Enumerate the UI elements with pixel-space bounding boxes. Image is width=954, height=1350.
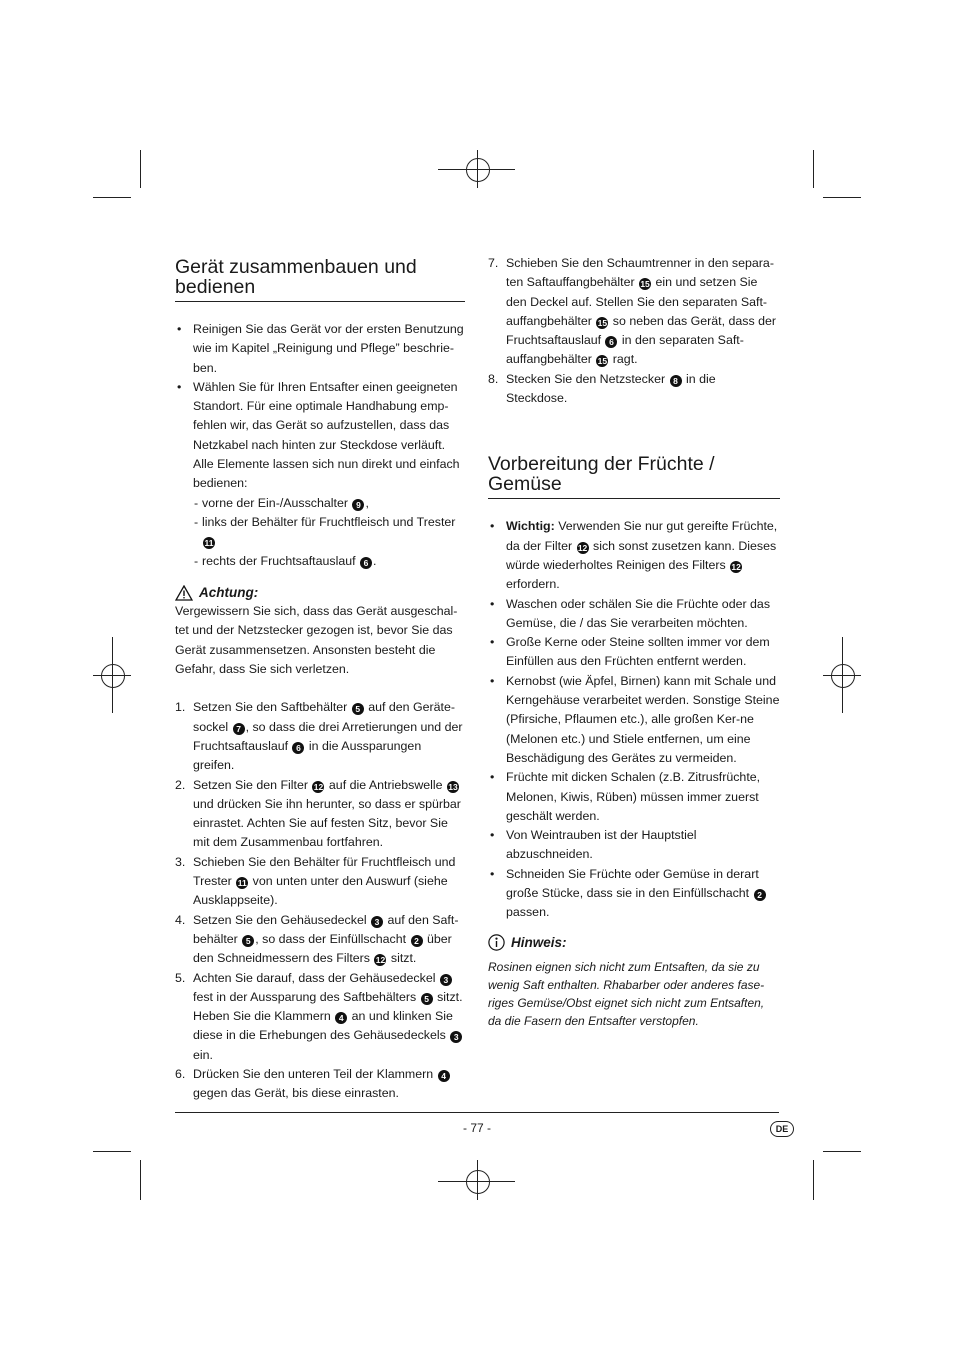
step-item: 6. Drücken Sie den unteren Teil der Klammern 4 gegen das Gerät, bis diese einrasten. — [175, 1065, 465, 1104]
part-number-badge: 15 — [640, 279, 650, 290]
bullet-item: • Kernobst (wie Äpfel, Birnen) kann mit Schale und Kerngehäuse verarbeitet werden. Sonstige Steine (Pfirsiche, Pflaumen etc.), alle großen Ker-ne (Melonen etc.) und Stiele entfernen, um eine Beschädigung des Gerätes zu vermeiden. — [488, 672, 780, 768]
part-number-badge: 5 — [421, 993, 433, 1005]
part-number-badge: 5 — [352, 703, 364, 715]
warning-icon — [175, 585, 193, 601]
part-number-badge: 12 — [577, 542, 588, 553]
bullet-item: • Reinigen Sie das Gerät vor der ersten Benutzung wie im Kapitel „Reinigung und Pflege” beschrie-ben. — [175, 320, 465, 378]
part-number-badge: 5 — [242, 935, 254, 947]
part-number-badge: 12 — [375, 955, 386, 966]
bullet-item: • Wählen Sie für Ihren Entsafter einen geeigneten Standort. Für eine optimale Handhabung emp-fehlen wir, das Gerät so aufzustellen, dass das Netzkabel nach hinten zur Steckdose verläuft. Alle Elemente lassen sich nun direkt und einfach bedienen: — [175, 378, 465, 494]
sub-item: - links der Behälter für Fruchtfleisch und Trester 11 — [175, 513, 465, 552]
step-item: 1. Setzen Sie den Saftbehälter 5 auf den Geräte-sockel 7 , so dass die drei Arretierungen und der Fruchtsaftauslauf 6 in die Aussparungen greifen. — [175, 700, 463, 773]
part-number-badge: 6 — [605, 336, 617, 348]
step-number: 2. — [175, 777, 186, 792]
step-number: 8. — [488, 371, 499, 386]
element-sub-list — [175, 494, 465, 571]
assembly-steps-continued — [488, 254, 780, 408]
part-number-badge: 12 — [313, 781, 324, 792]
preparation-list — [488, 517, 780, 922]
step-item: 8. Stecken Sie den Netzstecker 8 in die Steckdose. — [488, 371, 716, 406]
part-number-badge: 4 — [335, 1012, 347, 1024]
sub-item: - rechts der Fruchtsaftauslauf 6 . — [175, 552, 465, 571]
warning-text: Vergewissern Sie sich, dass das Gerät ausgeschal-tet und der Netzstecker gezogen ist, bevor Sie das Gerät zusammensetzen. Ansonsten besteht die Gefahr, dass Sie sich verletzen. — [175, 604, 458, 677]
note-text: Rosinen eignen sich nicht zum Entsaften, da sie zu wenig Saft enthalten. Rhabarber oder anderes fase-riges Gemüse/Obst eignet sich nicht zum Entsaften, da die Fasern den Entsafter verstopfen. — [488, 959, 765, 1028]
step-number: 3. — [175, 854, 186, 869]
bullet-item: • Wichtig: Verwenden Sie nur gut gereifte Früchte, da der Filter 12 sich sonst zusetzen kann. Dieses würde wiederholtes Reinigen des Filters 12 erfordern. — [488, 517, 780, 594]
footer-rule — [175, 1112, 779, 1113]
right-column — [488, 254, 780, 1030]
bullet-item: • Schneiden Sie Früchte oder Gemüse in derart große Stücke, dass sie in den Einfüllschacht 2 passen. — [488, 865, 780, 923]
part-number-badge: 7 — [233, 723, 245, 735]
step-number: 7. — [488, 256, 499, 270]
language-badge: DE — [770, 1121, 794, 1137]
bullet-item: • Früchte mit dicken Schalen (z.B. Zitrusfrüchte, Melonen, Kiwis, Rüben) müssen immer zuerst geschält werden. — [488, 768, 780, 826]
step-item: 4. Setzen Sie den Gehäusedeckel 3 auf den Saft-behälter 5 , so dass der Einfüllschacht 2 über den Schneidmessern des Filters 12 sitzt. — [175, 912, 459, 966]
step-item: 5. Achten Sie darauf, dass der Gehäusedeckel 3 fest in der Aussparung des Saftbehälters 5 sitzt. Heben Sie die Klammern 4 an und klinken Sie diese in die Erhebungen des Gehäusedeckels 3 ein. — [175, 970, 463, 1062]
part-number-badge: 8 — [670, 375, 682, 387]
step-number: 1. — [175, 700, 186, 715]
part-number-badge: 2 — [411, 935, 423, 947]
page-number: - 77 - — [462, 1121, 491, 1135]
part-number-badge: 3 — [450, 1031, 462, 1043]
part-number-badge: 2 — [754, 889, 766, 901]
part-number-badge: 15 — [597, 356, 608, 367]
step-item: 2. Setzen Sie den Filter 12 auf die Antriebswelle 13 und drücken Sie ihn herunter, so dass er spürbar einrastet. Achten Sie auf festen Sitz, bevor Sie mit dem Zusammenbau fortfahren. — [175, 777, 461, 850]
intro-list — [175, 320, 465, 494]
part-number-badge: 13 — [448, 781, 458, 792]
part-number-badge: 3 — [440, 974, 452, 986]
bullet-item: • Waschen oder schälen Sie die Früchte oder das Gemüse, die / das Sie verarbeiten möchten. — [488, 595, 780, 634]
step-item: 3. Schieben Sie den Behälter für Fruchtfleisch und Trester 11 von unten unter den Auswurf (siehe Ausklappseite). — [175, 854, 456, 908]
step-item: 7. Schieben Sie den Schaumtrenner in den separa-ten Saftauffangbehälter 15 ein und setzen Sie den Deckel auf. Stellen Sie den separaten Saft-auffangbehälter 15 so neben das Gerät, dass der Fruchtsaftauslauf 6 in den separaten Saft-auffangbehälter 15 ragt. — [488, 256, 777, 367]
part-number-badge: 6 — [360, 557, 372, 569]
part-number-badge: 11 — [204, 538, 214, 549]
bullet-item: • Große Kerne oder Steine sollten immer vor dem Einfüllen aus den Früchten entfernt werden. — [488, 633, 780, 672]
part-number-badge: 3 — [371, 916, 383, 928]
note-heading — [488, 933, 780, 952]
warning-title: Achtung: — [199, 584, 259, 600]
bullet-item: • Von Weintrauben ist der Hauptstiel abzuschneiden. — [488, 826, 780, 865]
section-heading-preparation: Vorbereitung der Früchte / Gemüse — [488, 455, 780, 499]
part-number-badge: 6 — [292, 742, 304, 754]
part-number-badge: 9 — [352, 499, 364, 511]
part-number-badge: 11 — [237, 878, 247, 889]
assembly-steps — [175, 698, 465, 1103]
warning-heading — [175, 583, 465, 602]
part-number-badge: 12 — [731, 561, 741, 572]
part-number-badge: 15 — [597, 317, 608, 328]
step-number: 5. — [175, 970, 186, 985]
part-number-badge: 4 — [438, 1070, 450, 1082]
info-icon — [488, 934, 505, 951]
section-heading-assembly: Gerät zusammenbauen und bedienen — [175, 258, 465, 302]
sub-item: - vorne der Ein-/Ausschalter 9 , — [175, 494, 465, 513]
note-title: Hinweis: — [511, 934, 567, 950]
step-number: 6. — [175, 1066, 186, 1081]
step-number: 4. — [175, 912, 186, 927]
left-column — [175, 254, 465, 1104]
